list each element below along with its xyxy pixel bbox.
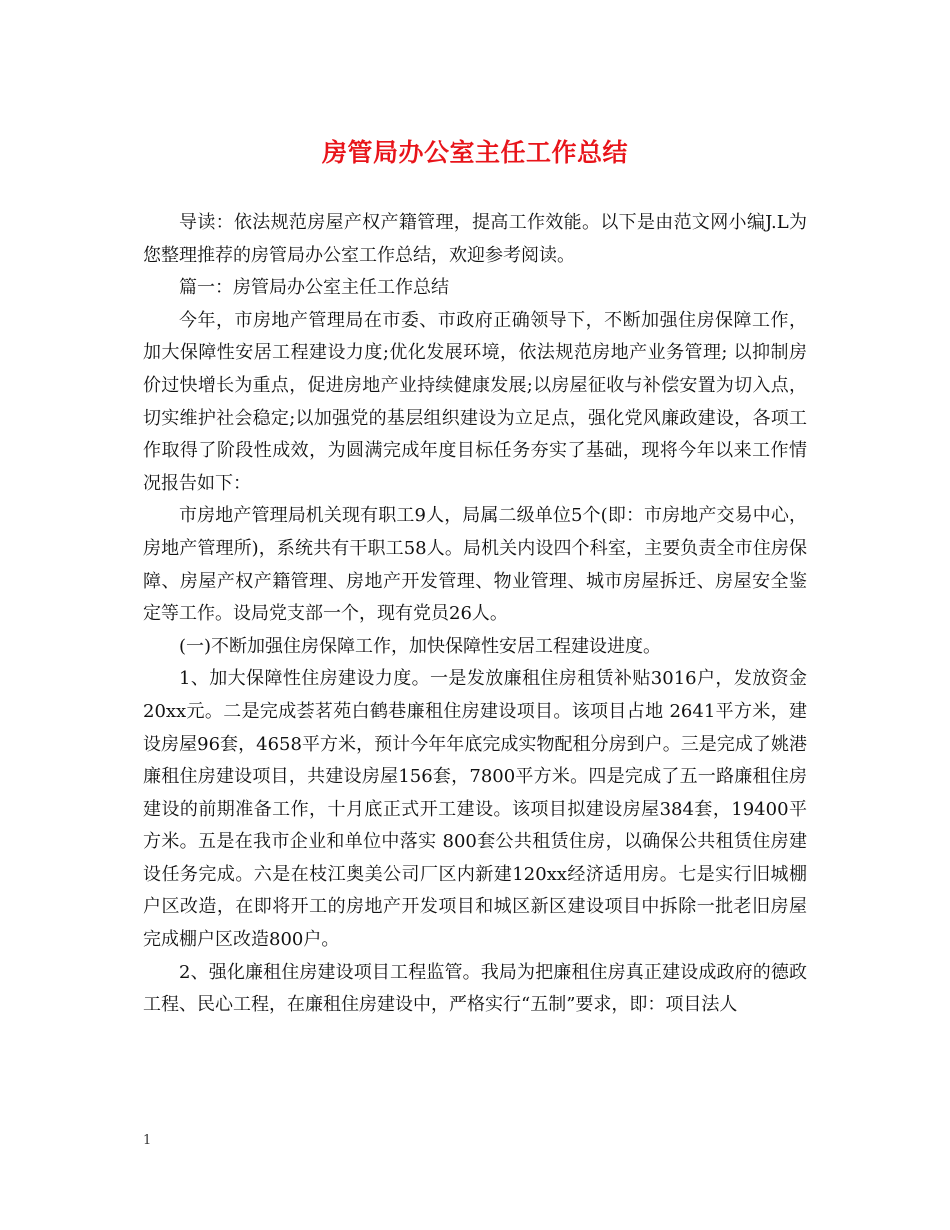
section-heading: 篇一：房管局办公室主任工作总结 bbox=[179, 277, 449, 299]
subsection-heading: (一)不断加强住房保障工作，加快保障性安居工程建设进度。 bbox=[179, 635, 662, 657]
intro-paragraph: 导读：依法规范房屋产权产籍管理，提高工作效能。以下是由范文网小编J.L为您整理推荐的房管局办公室工作总结，欢迎参考阅读。 bbox=[143, 212, 807, 266]
document-title: 房管局办公室主任工作总结 bbox=[321, 138, 628, 167]
body-paragraph: 市房地产管理局机关现有职工9人，局属二级单位5个(即：市房地产交易中心，房地产管理所)，系统共有干职工58人。局机关内设四个科室，主要负责全市住房保障、房屋产权产籍管理、房地产开发管理、物业管理、城市房屋拆迁、房屋安全鉴定等工作。设局党支部一个，现有党员26人。 bbox=[143, 505, 807, 625]
page-number: 1 bbox=[143, 1133, 152, 1148]
document-body bbox=[143, 207, 807, 1022]
body-paragraph: 今年，市房地产管理局在市委、市政府正确领导下，不断加强住房保障工作，加大保障性安居工程建设力度;优化发展环境，依法规范房地产业务管理; 以抑制房价过快增长为重点，促进房地产业持续健康发展;以房屋征收与补偿安置为切入点，切实维护社会稳定;以加强党的基层组织建设为立足点，强化党风廉政建设，各项工作取得了阶段性成效，为圆满完成年度目标任务夯实了基础，现将今年以来工作情况报告如下： bbox=[143, 309, 807, 494]
body-paragraph: 1、加大保障性住房建设力度。一是发放廉租住房租赁补贴3016户，发放资金20xx元。二是完成荟茗苑白鹤巷廉租住房建设项目。该项目占地 2641平方米，建设房屋96套，4658平方米，预计今年年底完成实物配租分房到户。三是完成了姚港廉租住房建设项目，共建设房屋156套，7800平方米。四是完成了五一路廉租住房建设的前期准备工作，十月底正式开工建设。该项目拟建设房屋384套，19400平方米。五是在我市企业和单位中落实 800套公共租赁住房，以确保公共租赁住房建设任务完成。六是在枝江奥美公司厂区内新建120xx经济适用房。七是实行旧城棚户区改造，在即将开工的房地产开发项目和城区新区建设项目中拆除一批老旧房屋完成棚户区改造800户。 bbox=[143, 668, 807, 951]
body-paragraph: 2、强化廉租住房建设项目工程监管。我局为把廉租住房真正建设成政府的德政工程、民心工程，在廉租住房建设中，严格实行“五制”要求，即：项目法人 bbox=[143, 961, 807, 1016]
